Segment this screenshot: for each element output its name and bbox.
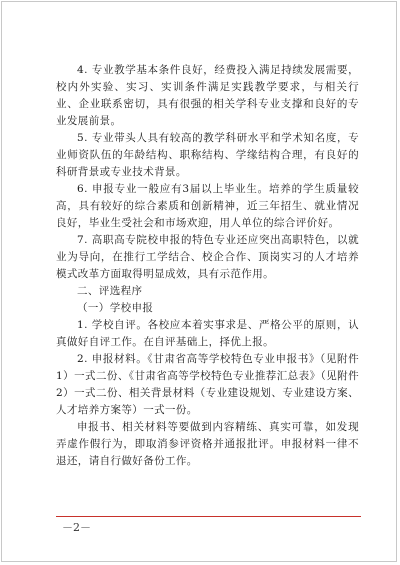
subsection-heading: （一）学校申报: [77, 302, 154, 314]
document-body: [56, 62, 359, 470]
footer-rule: [56, 516, 361, 517]
paragraph-7: 7. 高职高专院校申报的特色专业还应突出高职特色，以就业为导向，在推行工学结合、校企合作、顶岗实习的人才培养模式改革方面取得明显成效，具有示范作用。: [56, 234, 359, 280]
subsection-paragraph-1: 1. 学校自评。各校应本着实事求是、严格公平的原则，认真做好自评工作。在自评基础上，择优上报。: [56, 319, 359, 348]
subsection-paragraph-3: 申报书、相关材料等要做到内容精练、真实可靠，如发现弄虚作假行为，即取消参评资格并通报批评。申报材料一律不退还，请自行做好备份工作。: [56, 421, 359, 467]
paragraph-4: 4. 专业教学基本条件良好，经费投入满足持续发展需要，校内外实验、实习、实训条件满足实践教学要求，与相关行业、企业联系密切，具有很强的相关学科专业支撑和良好的专业发展前景。: [56, 64, 359, 127]
page-number: －2－: [62, 521, 91, 534]
paragraph-5: 5. 专业带头人具有较高的教学科研水平和学术知名度，专业师资队伍的年龄结构、职称结构、学缘结构合理，有良好的科研背景或专业技术背景。: [56, 132, 359, 178]
paragraph-6: 6. 申报专业一般应有3届以上毕业生。培养的学生质量较高，具有较好的综合素质和创新精神，近三年招生、就业情况良好，毕业生受社会和市场欢迎，用人单位的综合评价好。: [56, 183, 359, 229]
section-heading: 二、评选程序: [77, 285, 143, 297]
subsection-paragraph-2: 2. 申报材料。《甘肃省高等学校特色专业申报书》（见附件1）一式二份、《甘肃省高等学校特色专业推荐汇总表》（见附件2）一式二份、相关背景材料（专业建设规划、专业建设方案、人才培养方案等）一式一份。: [56, 353, 359, 416]
